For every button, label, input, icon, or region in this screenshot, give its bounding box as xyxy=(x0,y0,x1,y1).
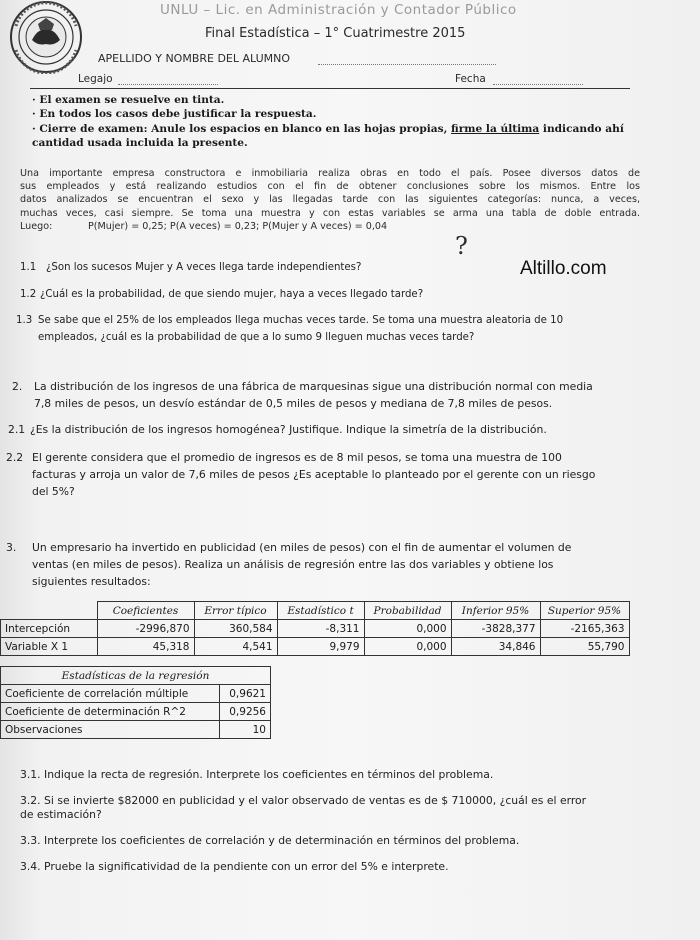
intro-line: Una importante empresa constructora e inmobiliaria realiza obras en todo el país. Posee diversos datos de xyxy=(20,168,640,179)
exam-title: Final Estadística – 1° Cuatrimestre 2015 xyxy=(205,26,466,41)
rule-closing-emphasis: firme la última xyxy=(451,122,540,135)
column-header: Superior 95% xyxy=(540,602,629,620)
intro-line: muchas veces, casi siempre. Se toma una muestra y con estas variables se arma una tabla de doble entrada. xyxy=(20,207,640,219)
luego-label: Luego: xyxy=(20,220,53,232)
table-row xyxy=(1,638,630,656)
table-cell: -2165,363 xyxy=(540,620,629,638)
fecha-field[interactable] xyxy=(493,84,583,85)
question-3-items xyxy=(20,768,680,886)
row-label: Intercepción xyxy=(1,620,98,638)
table-cell: 0,000 xyxy=(364,620,451,638)
table-cell: 34,846 xyxy=(451,638,540,656)
table-header-row xyxy=(1,602,630,620)
intro-line: sus empleados y está realizando estudios con el fin de obtener conclusiones sobre los mismos. Entre los xyxy=(20,181,640,193)
question-1-3: 1.3 Se sabe que el 25% de los empleados llega muchas veces tarde. Se toma una muestra aleatoria de 10 empleados, ¿cuál es la probabilidad de que a lo sumo 9 lleguen muchas veces tarde? xyxy=(16,315,564,343)
table-cell: 0,9256 xyxy=(220,703,271,721)
question-1-2: 1.2 ¿Cuál es la probabilidad, de que siendo mujer, haya a veces llegado tarde? xyxy=(20,289,424,300)
header-divider xyxy=(30,88,630,89)
question-3-3: 3.3. Interprete los coeficientes de correlación y de determinación en términos del problema. xyxy=(20,834,520,847)
row-label: Variable X 1 xyxy=(1,638,98,656)
table-row xyxy=(1,703,271,721)
question-2-2: 2.2 El gerente considera que el promedio de ingresos es de 8 mil pesos, se toma una muestra de 100 facturas y arroja un valor de 7,6 miles de pesos ¿Es aceptable lo planteado por el gerente con un riesgo del 5%? xyxy=(6,451,596,498)
column-header: Inferior 95% xyxy=(451,602,540,620)
table-cell: -2996,870 xyxy=(97,620,194,638)
regression-statistics-table xyxy=(0,666,271,739)
column-header: Probabilidad xyxy=(364,602,451,620)
stats-title: Estadísticas de la regresión xyxy=(1,667,271,685)
row-label: Observaciones xyxy=(1,721,220,739)
exam-rules xyxy=(32,93,652,150)
table-row xyxy=(1,685,271,703)
university-seal-icon xyxy=(2,0,90,74)
table-header-row xyxy=(1,667,271,685)
question-3: 3. Un empresario ha invertido en publicidad (en miles de pesos) con el fin de aumentar el volumen de ventas (en miles de pesos). Realiza un análisis de regresión entre las dos variables y obtiene los siguientes resultados: xyxy=(6,541,572,588)
student-name-label: APELLIDO Y NOMBRE DEL ALUMNO xyxy=(98,52,291,65)
table-cell: -8,311 xyxy=(277,620,364,638)
regression-coefficients-table xyxy=(0,601,630,656)
handwritten-question-mark: ? xyxy=(455,232,468,260)
question-2: 2. La distribución de los ingresos de una fábrica de marquesinas sigue una distribución normal con media 7,8 miles de pesos, un desvío estándar de 0,5 miles de pesos y mediana de 7,8 miles de pesos. xyxy=(12,380,593,410)
column-header: Error típico xyxy=(194,602,277,620)
rule-closing-cont: cantidad usada incluida la presente. xyxy=(32,136,248,149)
problem-intro xyxy=(20,167,640,234)
table-corner xyxy=(1,602,98,620)
given-probabilities xyxy=(20,220,640,234)
legajo-label: Legajo xyxy=(78,73,113,85)
table-cell: 360,584 xyxy=(194,620,277,638)
student-name-field[interactable] xyxy=(318,64,496,65)
legajo-field[interactable] xyxy=(118,84,218,85)
intro-line: datos analizados se encuentran el sexo y las llegadas tarde con las siguientes categorías: nunca, a veces, xyxy=(20,194,640,206)
table-row xyxy=(1,721,271,739)
table-cell: 10 xyxy=(220,721,271,739)
question-3-2: 3.2. Si se invierte $82000 en publicidad y el valor observado de ventas es de $ 710000, ¿cuál es el error de estimación? xyxy=(20,794,587,821)
row-label: Coeficiente de correlación múltiple xyxy=(1,685,220,703)
question-1-1: 1.1 ¿Son los sucesos Mujer y A veces llega tarde independientes? xyxy=(20,262,362,273)
table-cell: 0,9621 xyxy=(220,685,271,703)
luego-values: P(Mujer) = 0,25; P(A veces) = 0,23; P(Mujer y A veces) = 0,04 xyxy=(88,220,388,232)
question-3-4: 3.4. Pruebe la significatividad de la pendiente con un error del 5% e interprete. xyxy=(20,860,449,873)
column-header: Coeficientes xyxy=(97,602,194,620)
table-cell: 9,979 xyxy=(277,638,364,656)
table-cell: 45,318 xyxy=(97,638,194,656)
table-cell: 0,000 xyxy=(364,638,451,656)
rule-ink: · El examen se resuelve en tinta. xyxy=(32,94,225,106)
question-2-1: 2.1 ¿Es la distribución de los ingresos homogénea? Justifique. Indique la simetría de la distribución. xyxy=(8,423,547,436)
rule-justify: · En todos los casos debe justificar la respuesta. xyxy=(32,108,317,121)
table-cell: -3828,377 xyxy=(451,620,540,638)
row-label: Coeficiente de determinación R^2 xyxy=(1,703,220,721)
table-cell: 55,790 xyxy=(540,638,629,656)
university-line: UNLU – Lic. en Administración y Contador Público xyxy=(160,2,517,18)
fecha-label: Fecha xyxy=(455,73,486,85)
table-row xyxy=(1,620,630,638)
altillo-watermark: Altillo.com xyxy=(520,258,607,279)
question-3-1: 3.1. Indique la recta de regresión. Interprete los coeficientes en términos del problema. xyxy=(20,768,494,781)
rule-closing: · Cierre de examen: Anule los espacios en blanco en las hojas propias, firme la última indicando ahí xyxy=(32,122,624,135)
column-header: Estadístico t xyxy=(277,602,364,620)
table-cell: 4,541 xyxy=(194,638,277,656)
